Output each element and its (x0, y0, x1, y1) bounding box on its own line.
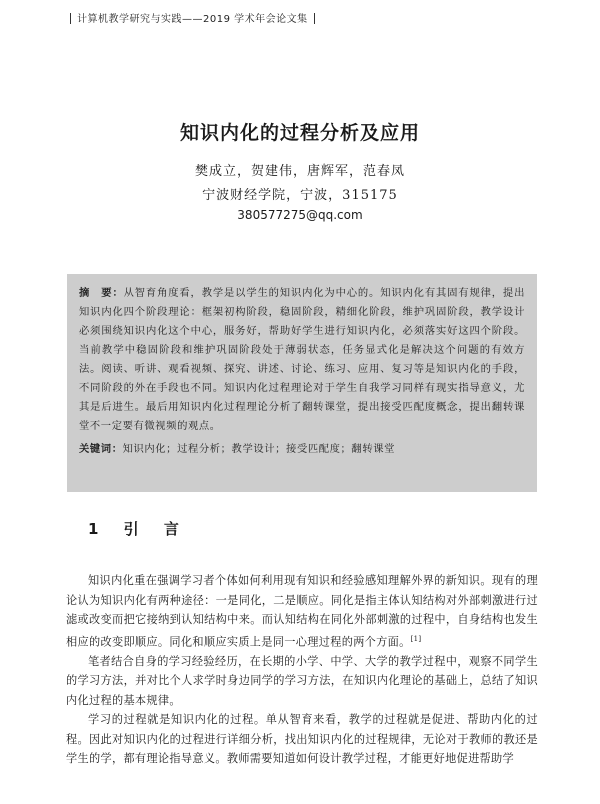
paragraph: 学习的过程就是知识内化的过程。单从智育来看，教学的过程就是促进、帮助内化的过程。因此对知识内化的过程进行详细分析，找出知识内化的过程规律，无论对于教师的教还是学生的学，都有理论指导意义。教师需要知道如何设计教学过程，才能更好地促进帮助学 (66, 713, 538, 766)
keywords-label: 关键词： (79, 443, 123, 455)
abstract (79, 284, 525, 436)
paper-title: 知识内化的过程分析及应用 (179, 122, 420, 144)
body-text (66, 571, 538, 769)
paragraph: 知识内化重在强调学习者个体如何利用现有知识和经验感知理解外界的新知识。现有的理论认为知识内化有两种途径：一是同化，二是顺应。同化是指主体认知结构对外部刺激进行过滤或改变而把它接纳到认知结构中来。而认知结构在同化外部刺激的过程中，自身结构也发生相应的改变即顺应。同化和顺应实质上是同一心理过程的两个方面。[1] (66, 574, 538, 649)
author-email: 380577275@qq.com (237, 208, 363, 222)
header-divider (314, 13, 315, 24)
citation: [1] (410, 634, 422, 643)
keywords-text: 知识内化；过程分析；教学设计；接受匹配度；翻转课堂 (122, 443, 396, 455)
keywords (79, 440, 525, 459)
affiliation: 宁波财经学院，宁波，315175 (202, 188, 398, 203)
running-header (64, 10, 321, 25)
abstract-text: 从智育角度看，教学是以学生的知识内化为中心的。知识内化有其固有规律，提出知识内化四个阶段理论：框架初构阶段，稳固阶段，精细化阶段，维护巩固阶段，教学设计必须围绕知识内化这个中心，服务好，帮助好学生进行知识内化，必须落实好这四个阶段。当前教学中稳固阶段和维护巩固阶段处于薄弱状态，任务显式化是解决这个问题的有效方法。阅读、听讲、观看视频、探究、讲述、讨论、练习、应用、复习等是知识内化的手段，不同阶段的外在手段也不同。知识内化过程理论对于学生自我学习同样有现实指导意义，尤其是后进生。最后用知识内化过程理论分析了翻转课堂，提出接受匹配度概念，提出翻转课堂不一定要有微视频的观点。 (79, 287, 525, 432)
running-header-text: 计算机教学研究与实践——2019 学术年会论文集 (77, 14, 308, 25)
authors: 樊成立，贺建伟，唐辉军，范春凤 (194, 164, 405, 179)
paragraph: 笔者结合自身的学习经验经历，在长期的小学、中学、大学的教学过程中，观察不同学生的学习方法，并对比个人求学时身边同学的学习方法，在知识内化理论的基础上，总结了知识内化过程的基本规律。 (66, 654, 538, 707)
abstract-box (67, 274, 537, 492)
header-divider (70, 13, 71, 24)
section-heading: 1 引 言 (88, 520, 189, 538)
abstract-label: 摘 要： (79, 287, 124, 299)
